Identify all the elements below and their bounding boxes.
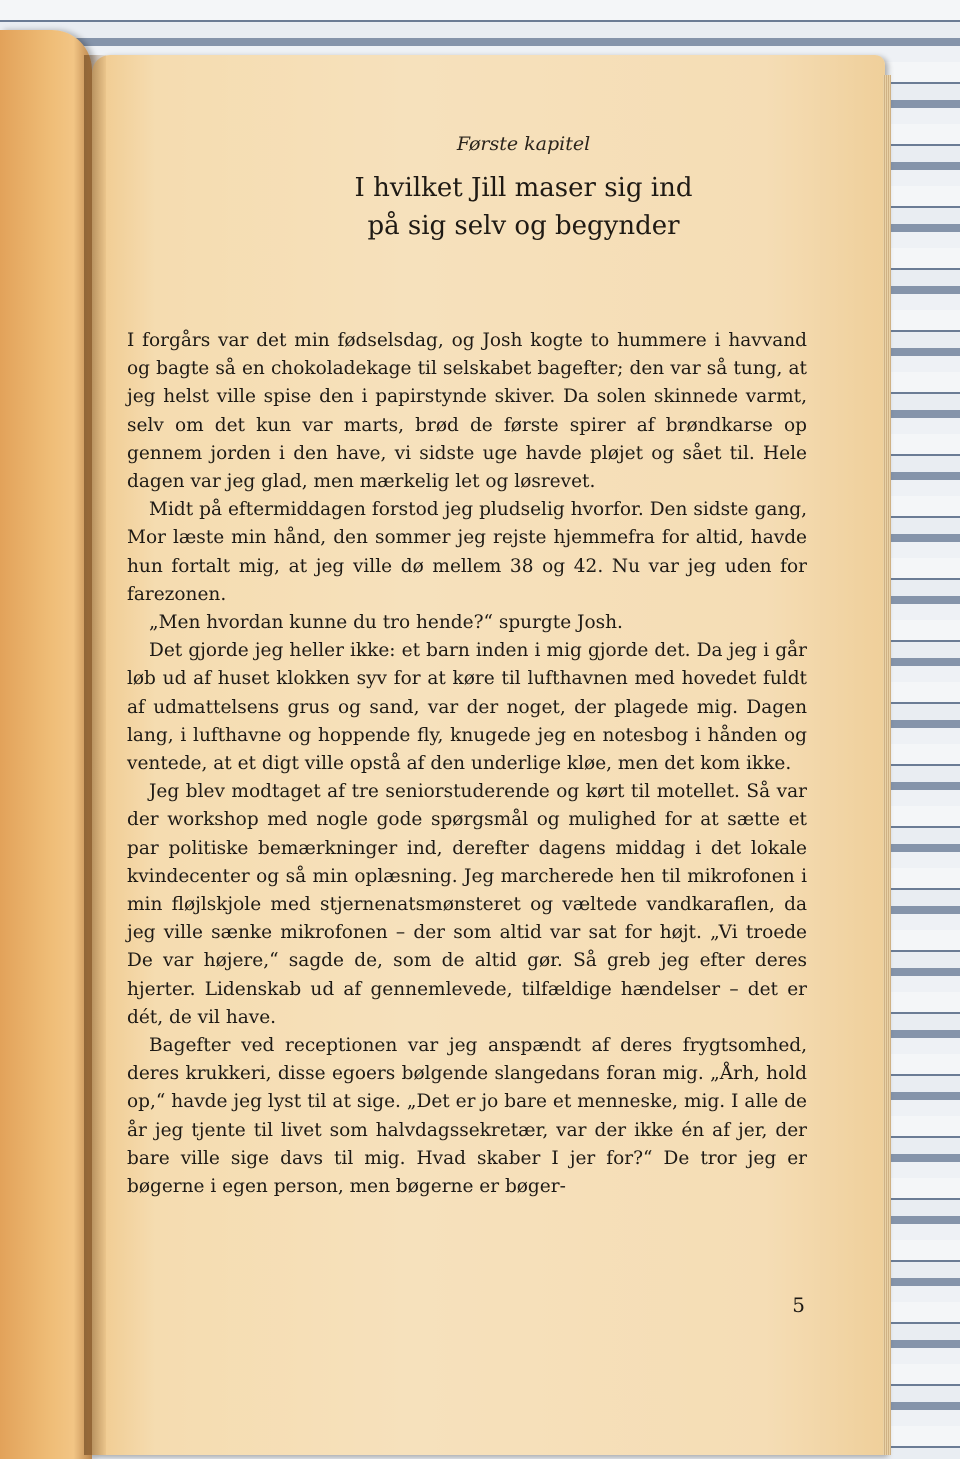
paragraph: „Men hvordan kunne du tro hende?“ spurgte Josh. [149,612,623,634]
paragraph: Midt på eftermiddagen forstod jeg pludselig hvorfor. Den sidste gang, Mor læste min hånd, den sommer jeg rejste hjemmefra for altid, havde hun fortalt mig, at jeg ville dø mellem 38 og 42. Nu var jeg uden for farezonen. [127,499,807,605]
paragraph: Det gjorde jeg heller ikke: et barn inden i mig gjorde det. Da jeg i går løb ud af huset klokken syv for at køre til lufthavnen med hovedet fuldt af udmattelsens grus og sand, var der noget, der plagede mig. Dagen lang, i lufthavne og hoppende fly, knugede jeg en notesbog i hånden og ventede, at et digt ville opstå af den underlige kløe, men det kom ikke. [127,640,807,775]
body-text [127,327,807,1201]
book-page [92,55,885,1455]
page-number: 5 [792,1293,805,1317]
chapter-title-line-2: på sig selv og begynder [367,211,680,241]
left-page [0,30,92,1459]
page-edge [883,75,891,1455]
chapter-title-line-1: I hvilket Jill maser sig ind [354,173,693,203]
chapter-label: Første kapitel [456,133,591,155]
paragraph: Bagefter ved receptionen var jeg anspændt af deres frygtsomhed, deres krukkeri, disse egoers bølgende slangedans foran mig. „Årh, hold op,“ havde jeg lyst til at sige. „Det er jo bare et menneske, mig. I alle de år jeg tjente til livet som halvdagssekretær, var der ikke én af jer, der bare ville sige davs til mig. Hvad skaber I jer for?“ De tror jeg er bøgerne i egen person, men bøgerne er bøger- [127,1035,807,1198]
paragraph: Jeg blev modtaget af tre seniorstuderende og kørt til motellet. Så var der workshop med nogle gode spørgsmål og mulighed for at sætte et par politiske bemærkninger ind, derefter dagens middag i det lokale kvindecenter og så min oplæsning. Jeg marcherede hen til mikrofonen i min fløjlskjole med stjernenatsmønsteret og væltede vandkaraflen, da jeg ville sænke mikrofonen – der som altid var sat for højt. „Vi troede De var højere,“ sagde de, som de altid gør. Så greb jeg efter deres hjerter. Lidenskab ud af gennemlevede, tilfældige hændelser – det er dét, de vil have. [127,781,807,1028]
book-gutter [84,55,106,1455]
paragraph: I forgårs var det min fødselsdag, og Josh kogte to hummere i havvand og bagte så en chokoladekage til selskabet bagefter; den var så tung, at jeg helst ville spise den i papirstynde skiver. Da solen skinnede varmt, selv om det kun var marts, brød de første spirer af brøndkarse op gennem jorden i den have, vi sidste uge havde pløjet og sået til. Hele dagen var jeg glad, men mærkelig let og løsrevet. [127,330,807,493]
chapter-title [92,169,885,245]
